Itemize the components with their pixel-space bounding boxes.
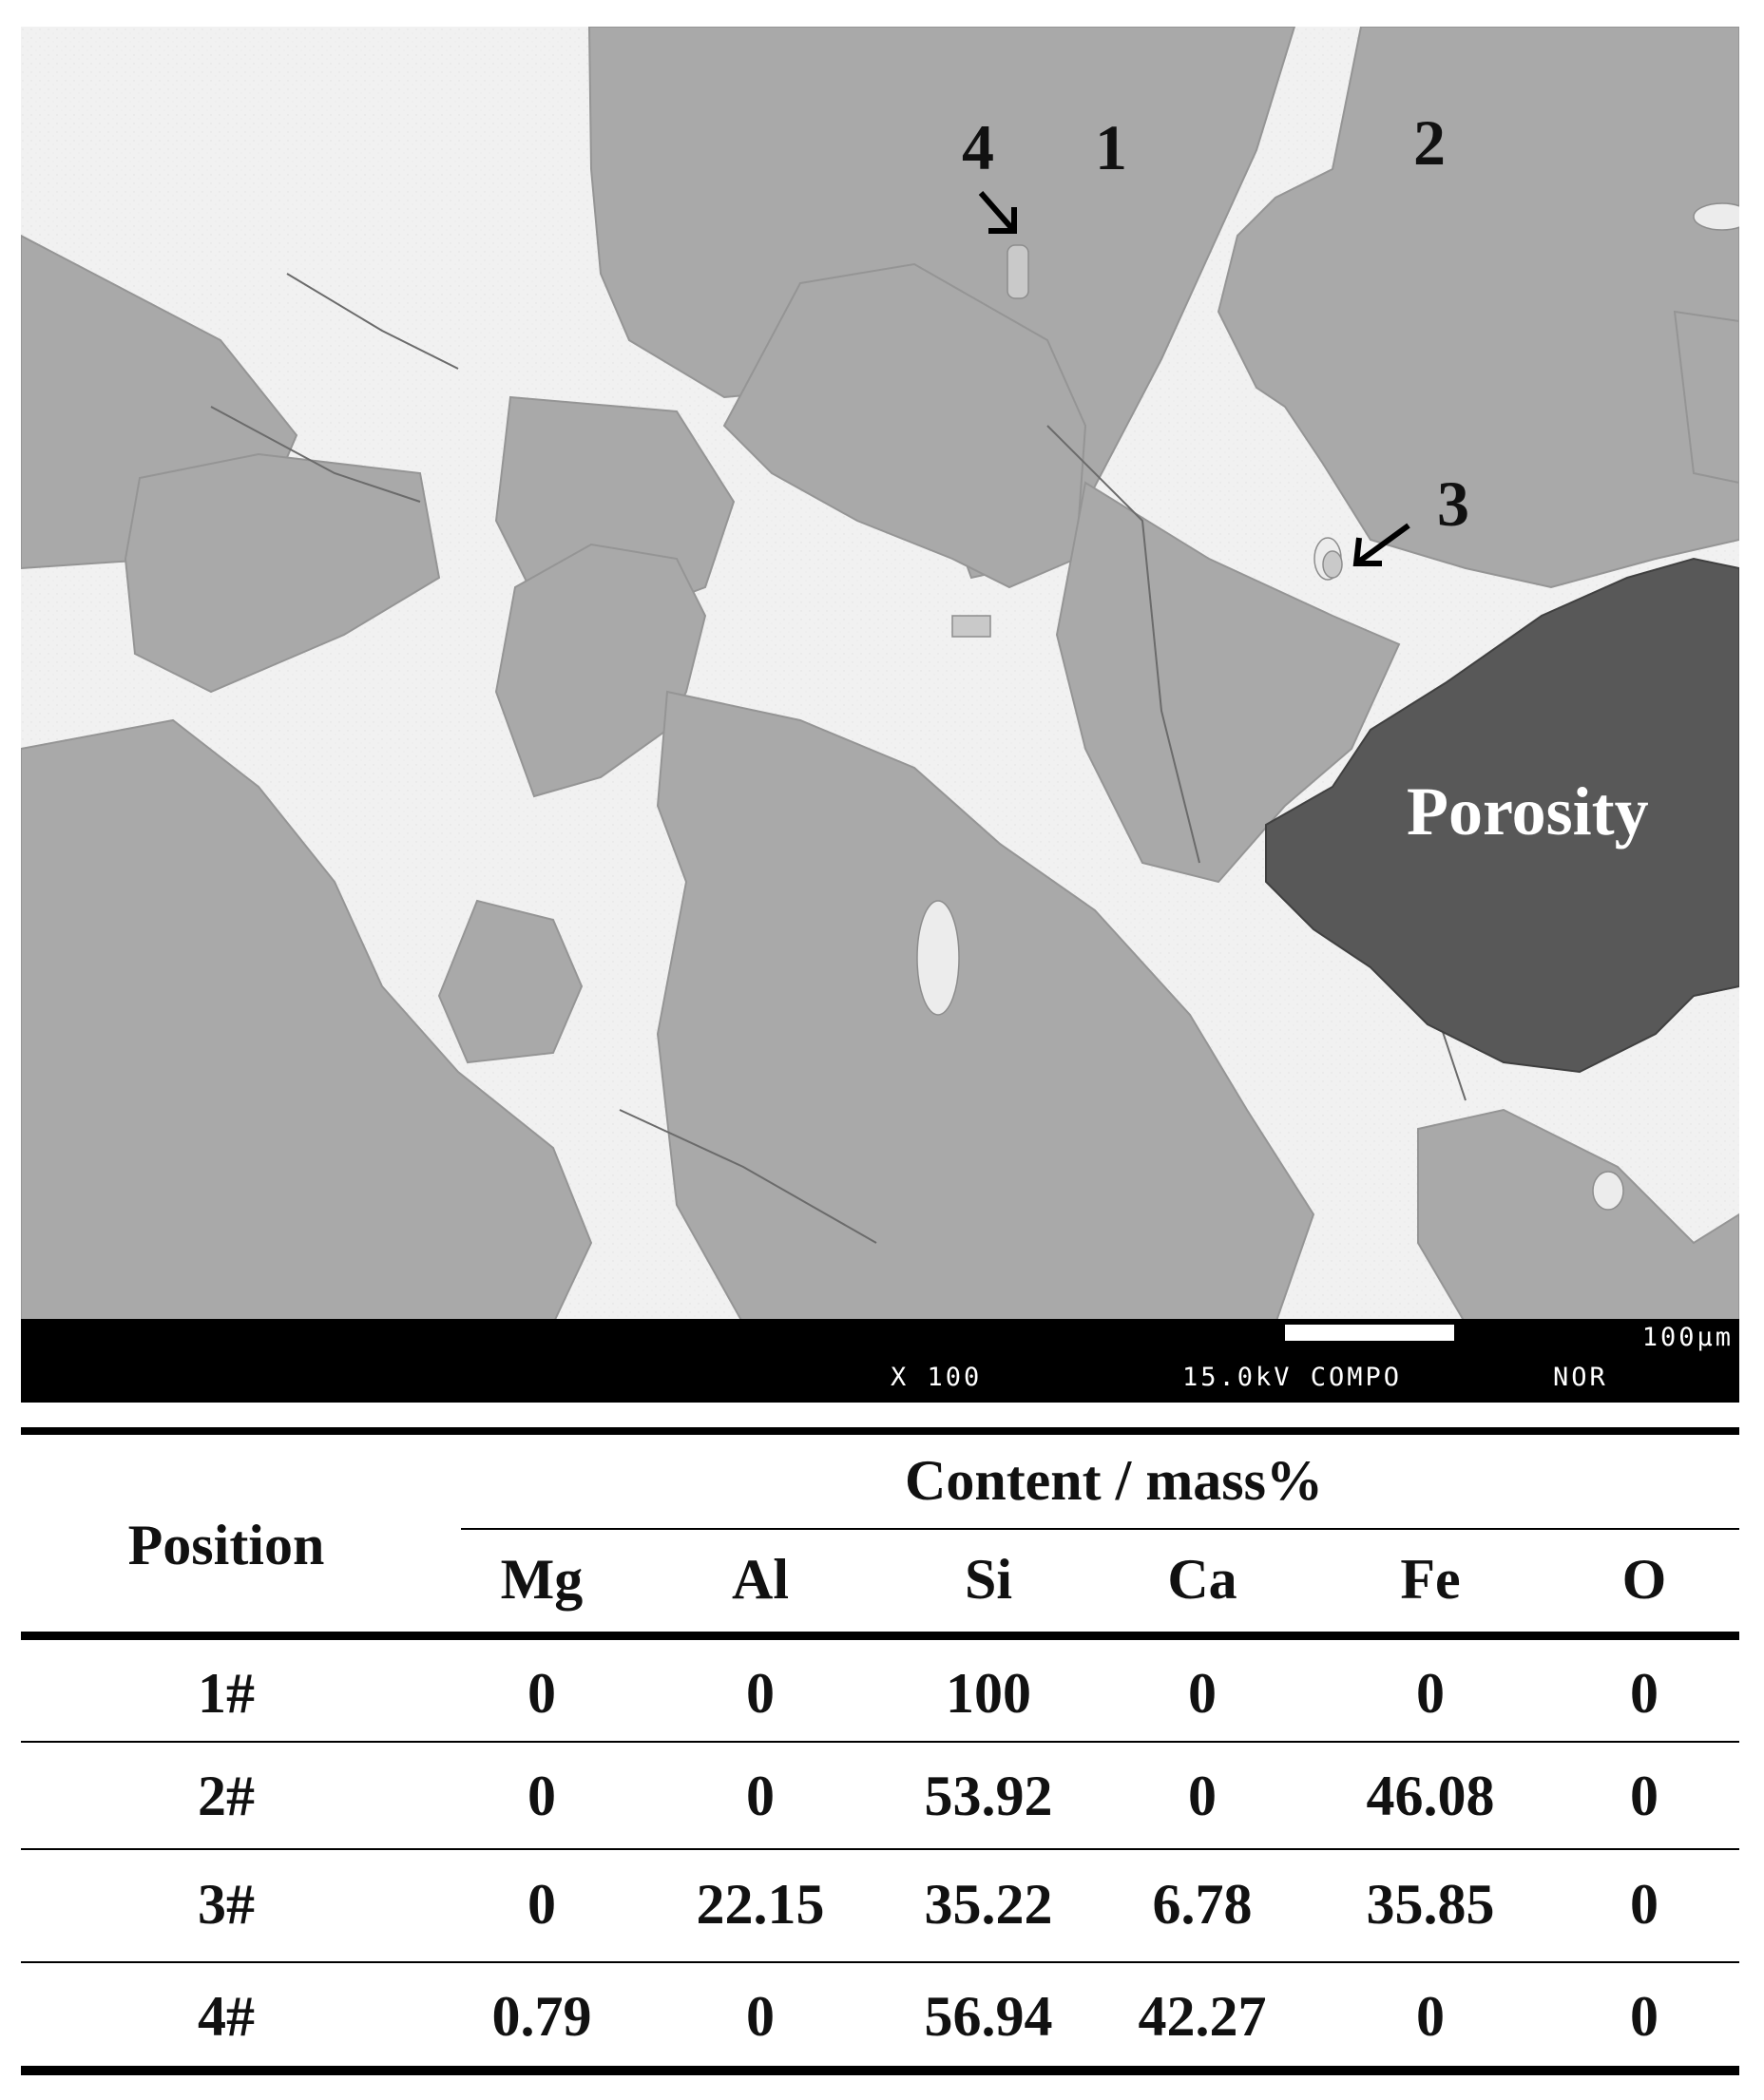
position-label-2: 2 <box>1413 106 1446 179</box>
value-cell-mg: 0 <box>527 1765 556 1827</box>
header-bottom-rule <box>21 1632 1739 1640</box>
value-cell-o: 0 <box>1630 1662 1659 1725</box>
column-header-fe: Fe <box>1400 1548 1461 1611</box>
sem-micrograph <box>21 27 1739 1324</box>
position-cell: 4# <box>198 1985 255 2048</box>
position-label-3: 3 <box>1437 468 1469 540</box>
value-cell-fe: 0 <box>1416 1985 1445 2048</box>
value-cell-ca: 0 <box>1188 1662 1217 1725</box>
value-cell-mg: 0 <box>527 1662 556 1725</box>
value-cell-fe: 0 <box>1416 1662 1445 1725</box>
sem-info-bar <box>21 1319 1739 1403</box>
voltage-mode-text: 15.0kV COMPO <box>1182 1363 1403 1392</box>
column-header-al: Al <box>732 1548 789 1611</box>
value-cell-fe: 46.08 <box>1366 1765 1495 1827</box>
content-group-header: Content / mass% <box>904 1449 1324 1512</box>
position-cell: 2# <box>198 1765 255 1827</box>
value-cell-si: 53.92 <box>924 1765 1053 1827</box>
value-cell-o: 0 <box>1630 1765 1659 1827</box>
value-cell-al: 0 <box>746 1662 775 1725</box>
value-cell-al: 0 <box>746 1985 775 2048</box>
scale-bar <box>1285 1325 1454 1341</box>
header-group-rule <box>461 1528 1739 1530</box>
table-bottom-rule <box>21 2066 1739 2075</box>
value-cell-ca: 42.27 <box>1138 1985 1267 2048</box>
column-header-ca: Ca <box>1167 1548 1237 1611</box>
column-header-mg: Mg <box>500 1548 584 1611</box>
position-label-4: 4 <box>962 111 994 183</box>
position-header: Position <box>127 1514 325 1576</box>
table-top-rule <box>21 1427 1739 1435</box>
value-cell-o: 0 <box>1630 1985 1659 2048</box>
value-cell-al: 0 <box>746 1765 775 1827</box>
value-cell-si: 35.22 <box>924 1873 1053 1936</box>
row-divider-3 <box>21 1961 1739 1963</box>
column-header-o: O <box>1621 1548 1667 1611</box>
mode-text: NOR <box>1553 1363 1608 1392</box>
column-header-si: Si <box>964 1548 1013 1611</box>
magnification-text: X 100 <box>891 1363 983 1392</box>
value-cell-ca: 6.78 <box>1152 1873 1253 1936</box>
value-cell-si: 56.94 <box>924 1985 1053 2048</box>
position-cell: 1# <box>198 1662 255 1725</box>
value-cell-si: 100 <box>946 1662 1031 1725</box>
row-divider-2 <box>21 1848 1739 1850</box>
value-cell-al: 22.15 <box>696 1873 825 1936</box>
scale-label: 100μm <box>1641 1323 1734 1352</box>
position-cell: 3# <box>198 1873 255 1936</box>
position-label-1: 1 <box>1095 111 1127 183</box>
row-divider-1 <box>21 1741 1739 1743</box>
value-cell-o: 0 <box>1630 1873 1659 1936</box>
value-cell-fe: 35.85 <box>1366 1873 1495 1936</box>
value-cell-mg: 0.79 <box>491 1985 592 2048</box>
porosity-label: Porosity <box>1407 773 1649 850</box>
value-cell-ca: 0 <box>1188 1765 1217 1827</box>
value-cell-mg: 0 <box>527 1873 556 1936</box>
